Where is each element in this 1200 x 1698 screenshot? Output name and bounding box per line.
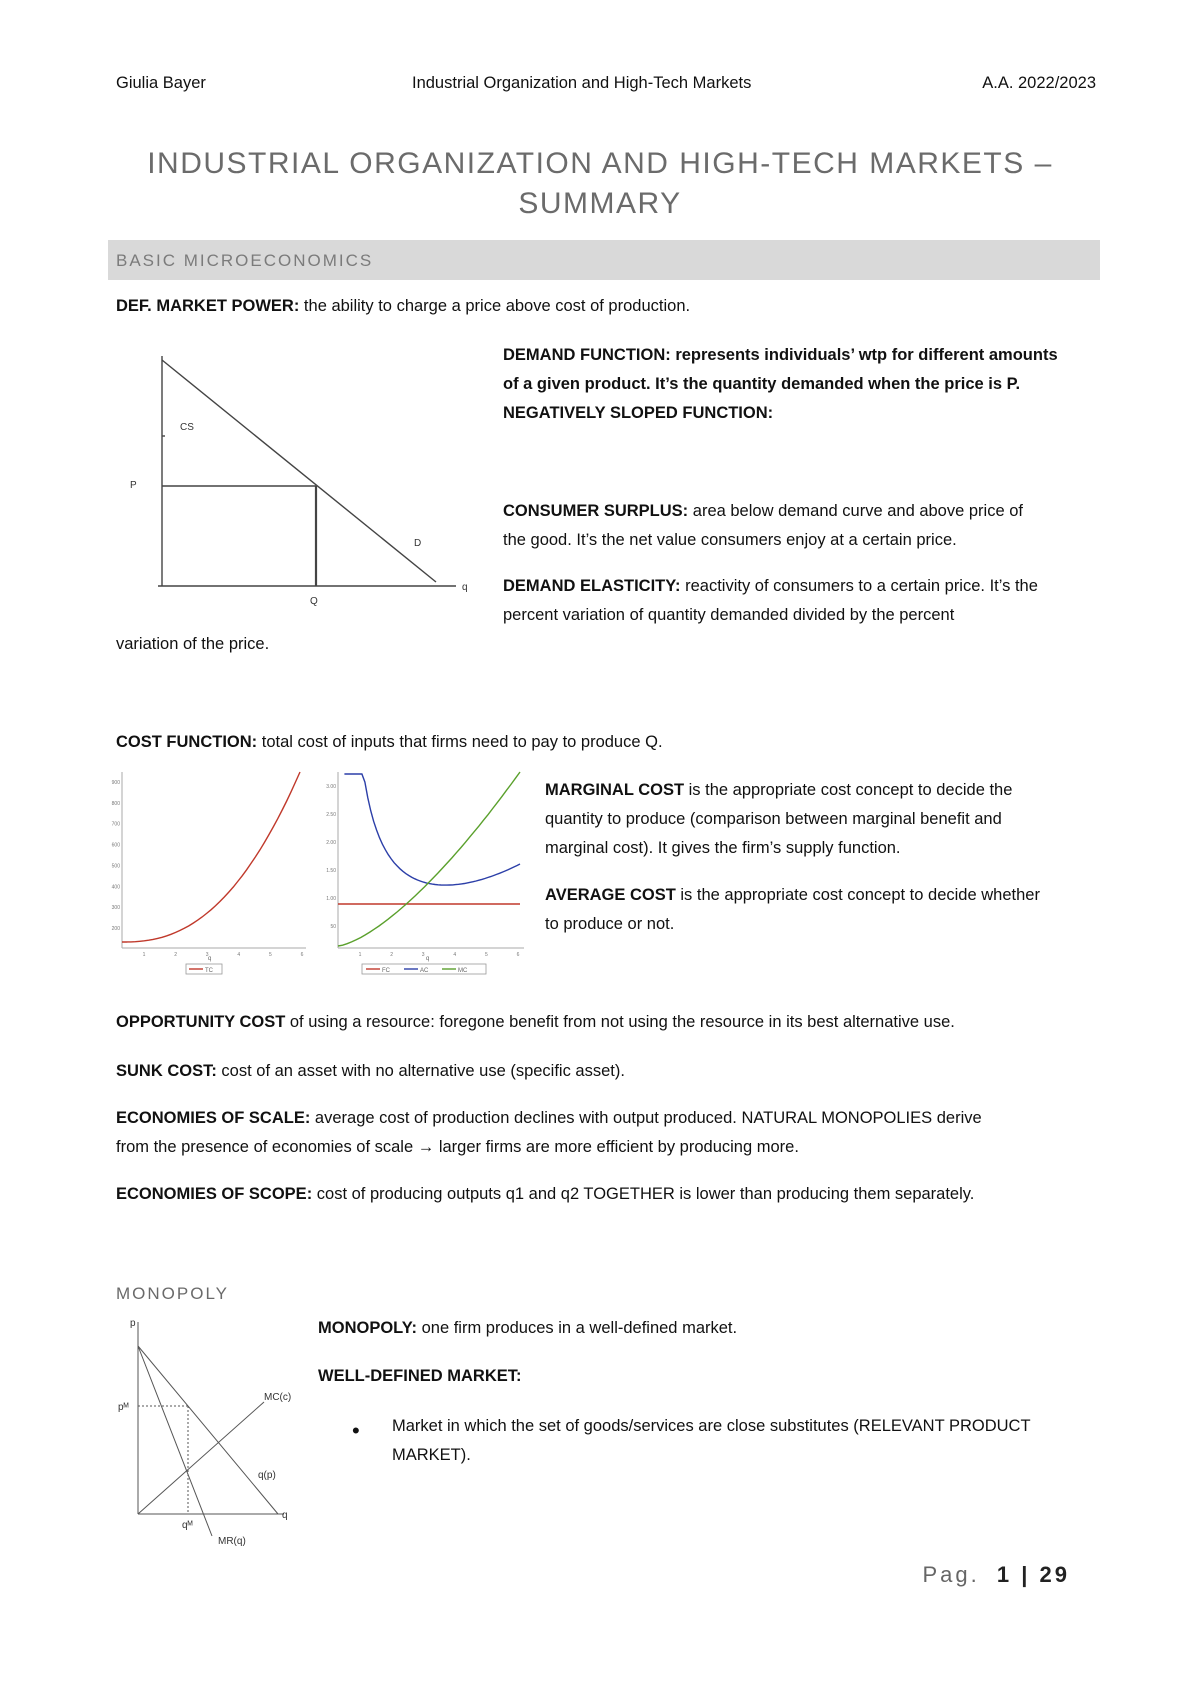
opportunity-cost-def (116, 1008, 955, 1037)
tc-y-ticks (112, 780, 121, 932)
tc-y-tick-5: 400 (111, 884, 120, 891)
mono-label-qp: q(p) (258, 1470, 276, 1481)
demand-elasticity-block (503, 572, 1038, 630)
tc-x-tick-3: 4 (237, 952, 241, 958)
tc-legend (186, 964, 222, 974)
tc-x-tick-4: 5 (269, 952, 272, 958)
demand-elasticity-line1: reactivity of consumers to a certain price. It’s the (680, 577, 1038, 595)
mono-label-q: q (282, 1510, 288, 1521)
economies-scope-def (116, 1180, 974, 1209)
label-q-lower: Q (310, 596, 318, 607)
sunk-cost-term: SUNK COST: (116, 1062, 217, 1080)
ac-legend (362, 964, 486, 974)
ac-xlabel: q (426, 956, 430, 962)
tc-x-tick-5: 6 (300, 952, 304, 958)
consumer-surplus-term: CONSUMER SURPLUS: (503, 502, 689, 520)
economies-scale-line1: average cost of production declines with output produced. NATURAL MONOPOLIES derive (310, 1109, 982, 1127)
market-power-def (116, 292, 690, 321)
header-course: Industrial Organization and High-Tech Markets (412, 74, 752, 92)
monopoly-term: MONOPOLY: (318, 1319, 418, 1337)
header-author: Giulia Bayer (116, 74, 206, 92)
ac-y-ticks (326, 784, 336, 930)
ac-y-tick-2: 2.00 (326, 840, 336, 846)
demand-function-line2: of a given product. It’s the quantity demanded when the price is P. (503, 375, 1021, 393)
tc-y-tick-0: 900 (111, 780, 120, 786)
monopoly-text: one firm produces in a well-defined market. (417, 1319, 738, 1337)
ac-x-tick-1: 2 (390, 952, 393, 958)
page-separator: | (1021, 1562, 1031, 1587)
tc-chart (108, 770, 308, 980)
average-cost-term: AVERAGE COST (545, 886, 676, 904)
mono-mr-line (138, 1346, 212, 1536)
bullet-dot: • (352, 1418, 360, 1443)
mono-demand-line (138, 1346, 278, 1514)
sunk-cost-text: cost of an asset with no alternative use (specific asset). (216, 1062, 625, 1080)
page-total: 29 (1039, 1562, 1070, 1587)
header-year: A.A. 2022/2023 (982, 74, 1096, 92)
economies-scale-term: ECONOMIES OF SCALE: (116, 1109, 311, 1127)
ac-x-tick-0: 1 (358, 952, 362, 958)
tc-xlabel: q (208, 956, 212, 962)
demand-function-line3: NEGATIVELY SLOPED FUNCTION: (503, 404, 774, 422)
economies-scope-term: ECONOMIES OF SCOPE: (116, 1185, 313, 1203)
ac-curve (344, 774, 520, 885)
ac-x-tick-3: 4 (453, 952, 457, 958)
legend-ac: AC (420, 968, 429, 974)
label-p: P (130, 480, 137, 491)
ac-y-tick-5: 50 (330, 924, 336, 930)
tc-y-tick-1: 800 (111, 800, 120, 807)
legend-mc: MC (458, 968, 468, 974)
demand-elasticity-line2: percent variation of quantity demanded divided by the percent (503, 606, 955, 624)
mc-curve (338, 772, 520, 946)
bullet-line-1: Market in which the set of goods/services are close substitutes (RELEVANT PRODUCT (392, 1417, 1031, 1435)
page-number (922, 1562, 1070, 1588)
demand-function-line1: DEMAND FUNCTION: represents individuals’ wtp for different amounts (503, 346, 1058, 364)
relevant-market-bullet (392, 1412, 1031, 1470)
marginal-cost-line3: marginal cost). It gives the firm’s supply function. (545, 839, 901, 857)
marginal-cost-term: MARGINAL COST (545, 781, 685, 799)
demand-elasticity-line3: variation of the price. (116, 635, 270, 653)
legend-fc: FC (382, 968, 390, 974)
demand-elasticity-term: DEMAND ELASTICITY: (503, 577, 681, 595)
title-line-2: SUMMARY (518, 187, 682, 220)
sunk-cost-def (116, 1057, 625, 1086)
ac-x-ticks (359, 952, 520, 958)
marginal-cost-line1: is the appropriate cost concept to decide the (684, 781, 1013, 799)
opportunity-cost-term: OPPORTUNITY COST (116, 1013, 286, 1031)
well-defined-market-heading (318, 1362, 521, 1391)
tc-y-tick-3: 600 (111, 842, 120, 849)
mono-label-qm: qᴹ (182, 1520, 193, 1531)
mono-label-pm: pᴹ (118, 1402, 129, 1413)
average-cost-line1: is the appropriate cost concept to decide whether (675, 886, 1040, 904)
tc-y-tick-4: 500 (111, 863, 120, 870)
economies-scale-line2: from the presence of economies of scale → larger firms are more efficient by producing more. (116, 1138, 799, 1156)
label-d: D (414, 538, 422, 549)
section-heading-monopoly: MONOPOLY (116, 1284, 229, 1303)
ac-y-tick-3: 1.50 (326, 868, 336, 874)
ac-y-tick-4: 1.00 (326, 896, 336, 902)
mono-label-mr: MR(q) (218, 1536, 246, 1547)
consumer-surplus-line2: the good. It’s the net value consumers enjoy at a certain price. (503, 531, 957, 549)
demand-function-block (503, 341, 1058, 428)
well-defined-market-term: WELL-DEFINED MARKET: (318, 1367, 522, 1385)
monopoly-diagram (116, 1310, 306, 1550)
ac-x-tick-4: 5 (485, 952, 488, 958)
section-heading-basic-micro: BASIC MICROECONOMICS (116, 251, 374, 270)
economies-scope-text: cost of producing outputs q1 and q2 TOGETHER is lower than producing them separately. (312, 1185, 975, 1203)
cost-function-text: total cost of inputs that firms need to pay to produce Q. (257, 733, 663, 751)
demand-curve (162, 360, 436, 582)
marginal-cost-block (545, 776, 1012, 863)
opportunity-cost-text: of using a resource: foregone benefit from not using the resource in its best alternative use. (285, 1013, 955, 1031)
average-cost-block (545, 881, 1040, 939)
ac-x-tick-5: 6 (516, 952, 520, 958)
page-title (100, 144, 1100, 224)
bullet-line-2: MARKET). (392, 1446, 471, 1464)
label-q-axis: q (462, 582, 468, 593)
label-cs: CS (180, 422, 194, 433)
market-power-text: the ability to charge a price above cost of production. (299, 297, 691, 315)
mono-mc-line (138, 1402, 264, 1514)
page-current: 1 (996, 1562, 1013, 1587)
economies-scale-def (116, 1104, 982, 1162)
ac-y-tick-0: 3.00 (326, 784, 336, 790)
tc-y-tick-6: 300 (111, 905, 120, 912)
tc-legend-label: TC (205, 968, 213, 974)
cost-function-term: COST FUNCTION: (116, 733, 258, 751)
market-power-term: DEF. MARKET POWER: (116, 297, 300, 315)
ac-mc-chart (322, 770, 526, 980)
ac-y-tick-1: 2.50 (326, 812, 336, 818)
tc-x-tick-0: 1 (142, 952, 146, 958)
title-line-1: INDUSTRIAL ORGANIZATION AND HIGH-TECH MARKETS – (147, 147, 1053, 180)
monopoly-def (318, 1314, 737, 1343)
page-prefix: Pag. (922, 1562, 980, 1587)
tc-y-tick-2: 700 (111, 821, 120, 828)
tc-x-ticks (143, 952, 304, 958)
consumer-surplus-line1: area below demand curve and above price of (688, 502, 1023, 520)
cost-function-def (116, 728, 663, 757)
tc-y-tick-7: 200 (111, 926, 120, 932)
mono-label-mc: MC(c) (264, 1392, 292, 1403)
demand-diagram (116, 350, 476, 610)
tc-x-tick-1: 2 (174, 952, 177, 958)
tc-curve (122, 772, 300, 942)
ac-x-tick-2: 3 (421, 952, 425, 958)
marginal-cost-line2: quantity to produce (comparison between marginal benefit and (545, 810, 1002, 828)
consumer-surplus-block (503, 497, 1023, 555)
average-cost-line2: to produce or not. (545, 915, 675, 933)
mono-label-p: p (130, 1318, 136, 1329)
tc-x-tick-2: 3 (205, 952, 209, 958)
